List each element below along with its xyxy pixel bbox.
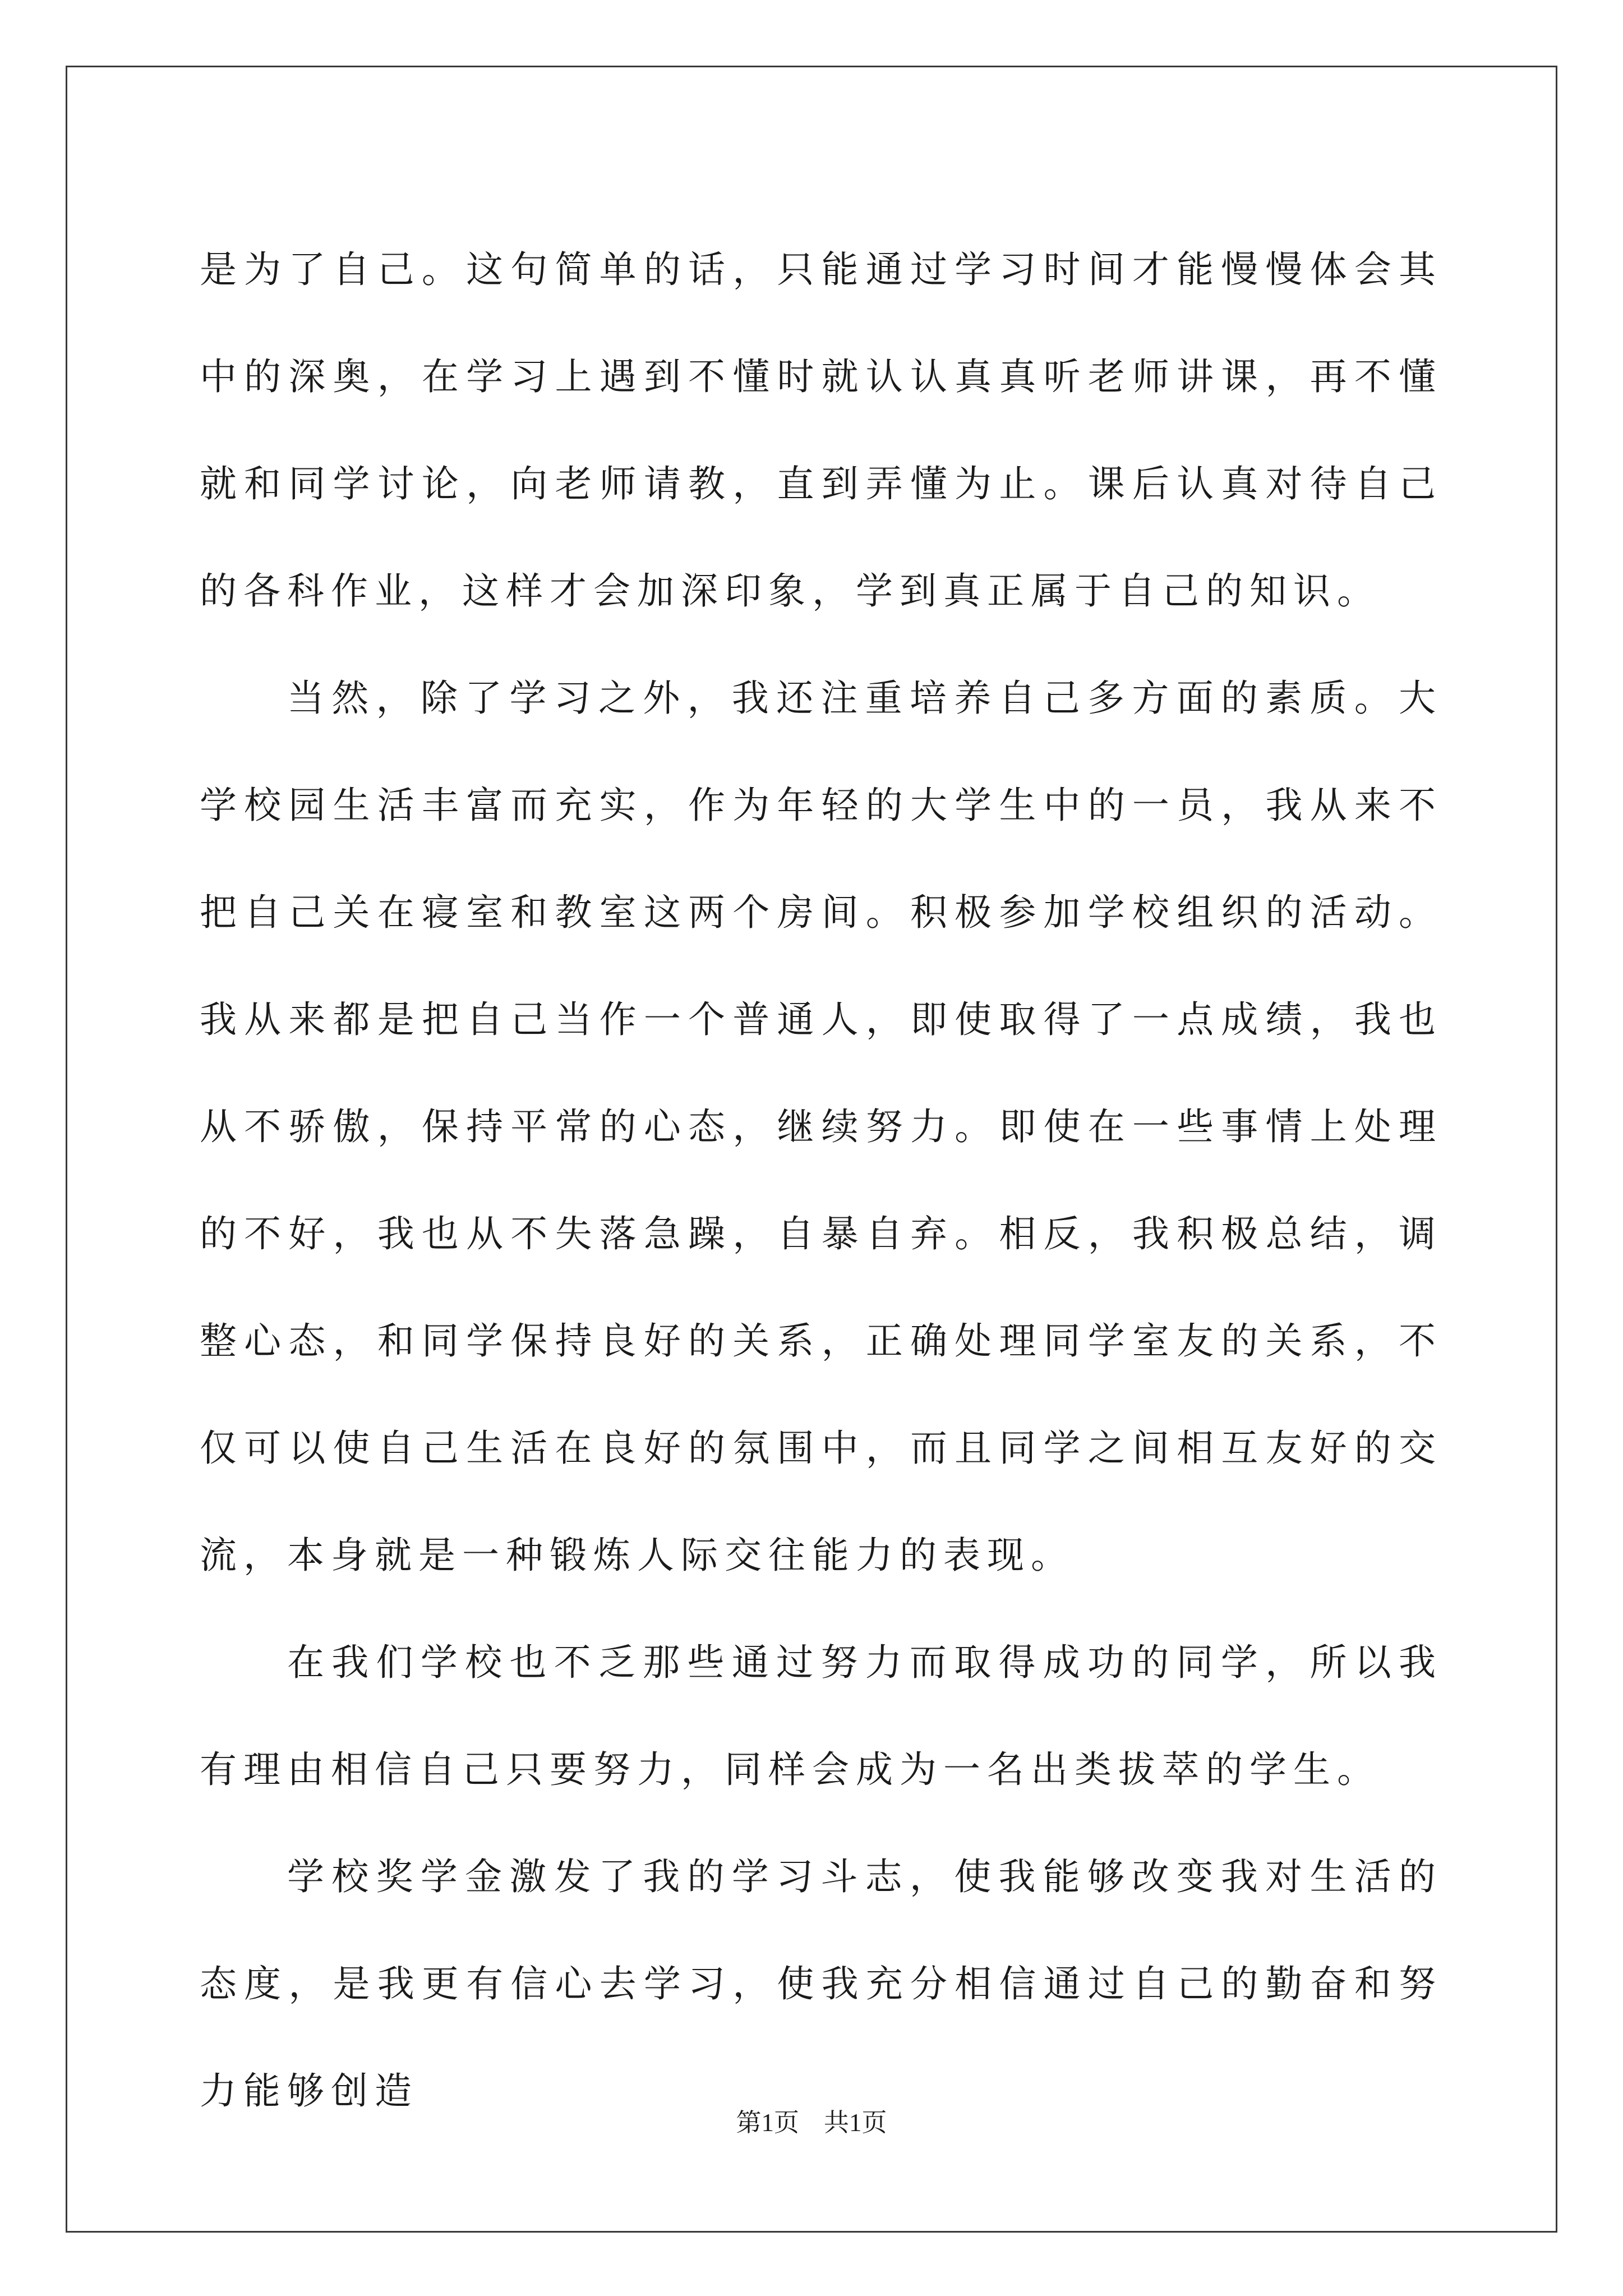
page-footer bbox=[0, 2106, 1623, 2139]
document-body bbox=[200, 216, 1442, 2145]
paragraph-3: 在我们学校也不乏那些通过努力而取得成功的同学，所以我有理由相信自己只要努力，同样会成为一名出类拔萃的学生。 bbox=[200, 1641, 1442, 1791]
paragraph-1: 是为了自己。这句简单的话，只能通过学习时间才能慢慢体会其中的深奥，在学习上遇到不懂时就认认真真听老师讲课，再不懂就和同学讨论，向老师请教，直到弄懂为止。课后认真对待自己的各科作业，这样才会加深印象，学到真正属于自己的知识。 bbox=[200, 248, 1442, 613]
page-number-current: 第1页 bbox=[736, 2109, 799, 2137]
paragraph-4: 学校奖学金激发了我的学习斗志，使我能够改变我对生活的态度，是我更有信心去学习，使我充分相信通过自己的勤奋和努力能够创造 bbox=[200, 1855, 1442, 2113]
page-number-total: 共1页 bbox=[824, 2109, 887, 2137]
paragraph-2: 当然，除了学习之外，我还注重培养自己多方面的素质。大学校园生活丰富而充实，作为年轻的大学生中的一员，我从来不把自己关在寝室和教室这两个房间。积极参加学校组织的活动。我从来都是把自己当作一个普通人，即使取得了一点成绩，我也从不骄傲，保持平常的心态，继续努力。即使在一些事情上处理的不好，我也从不失落急躁，自暴自弃。相反，我积极总结，调整心态，和同学保持良好的关系，正确处理同学室友的关系，不仅可以使自己生活在良好的氛围中，而且同学之间相互友好的交流，本身就是一种锻炼人际交往能力的表现。 bbox=[200, 677, 1442, 1577]
